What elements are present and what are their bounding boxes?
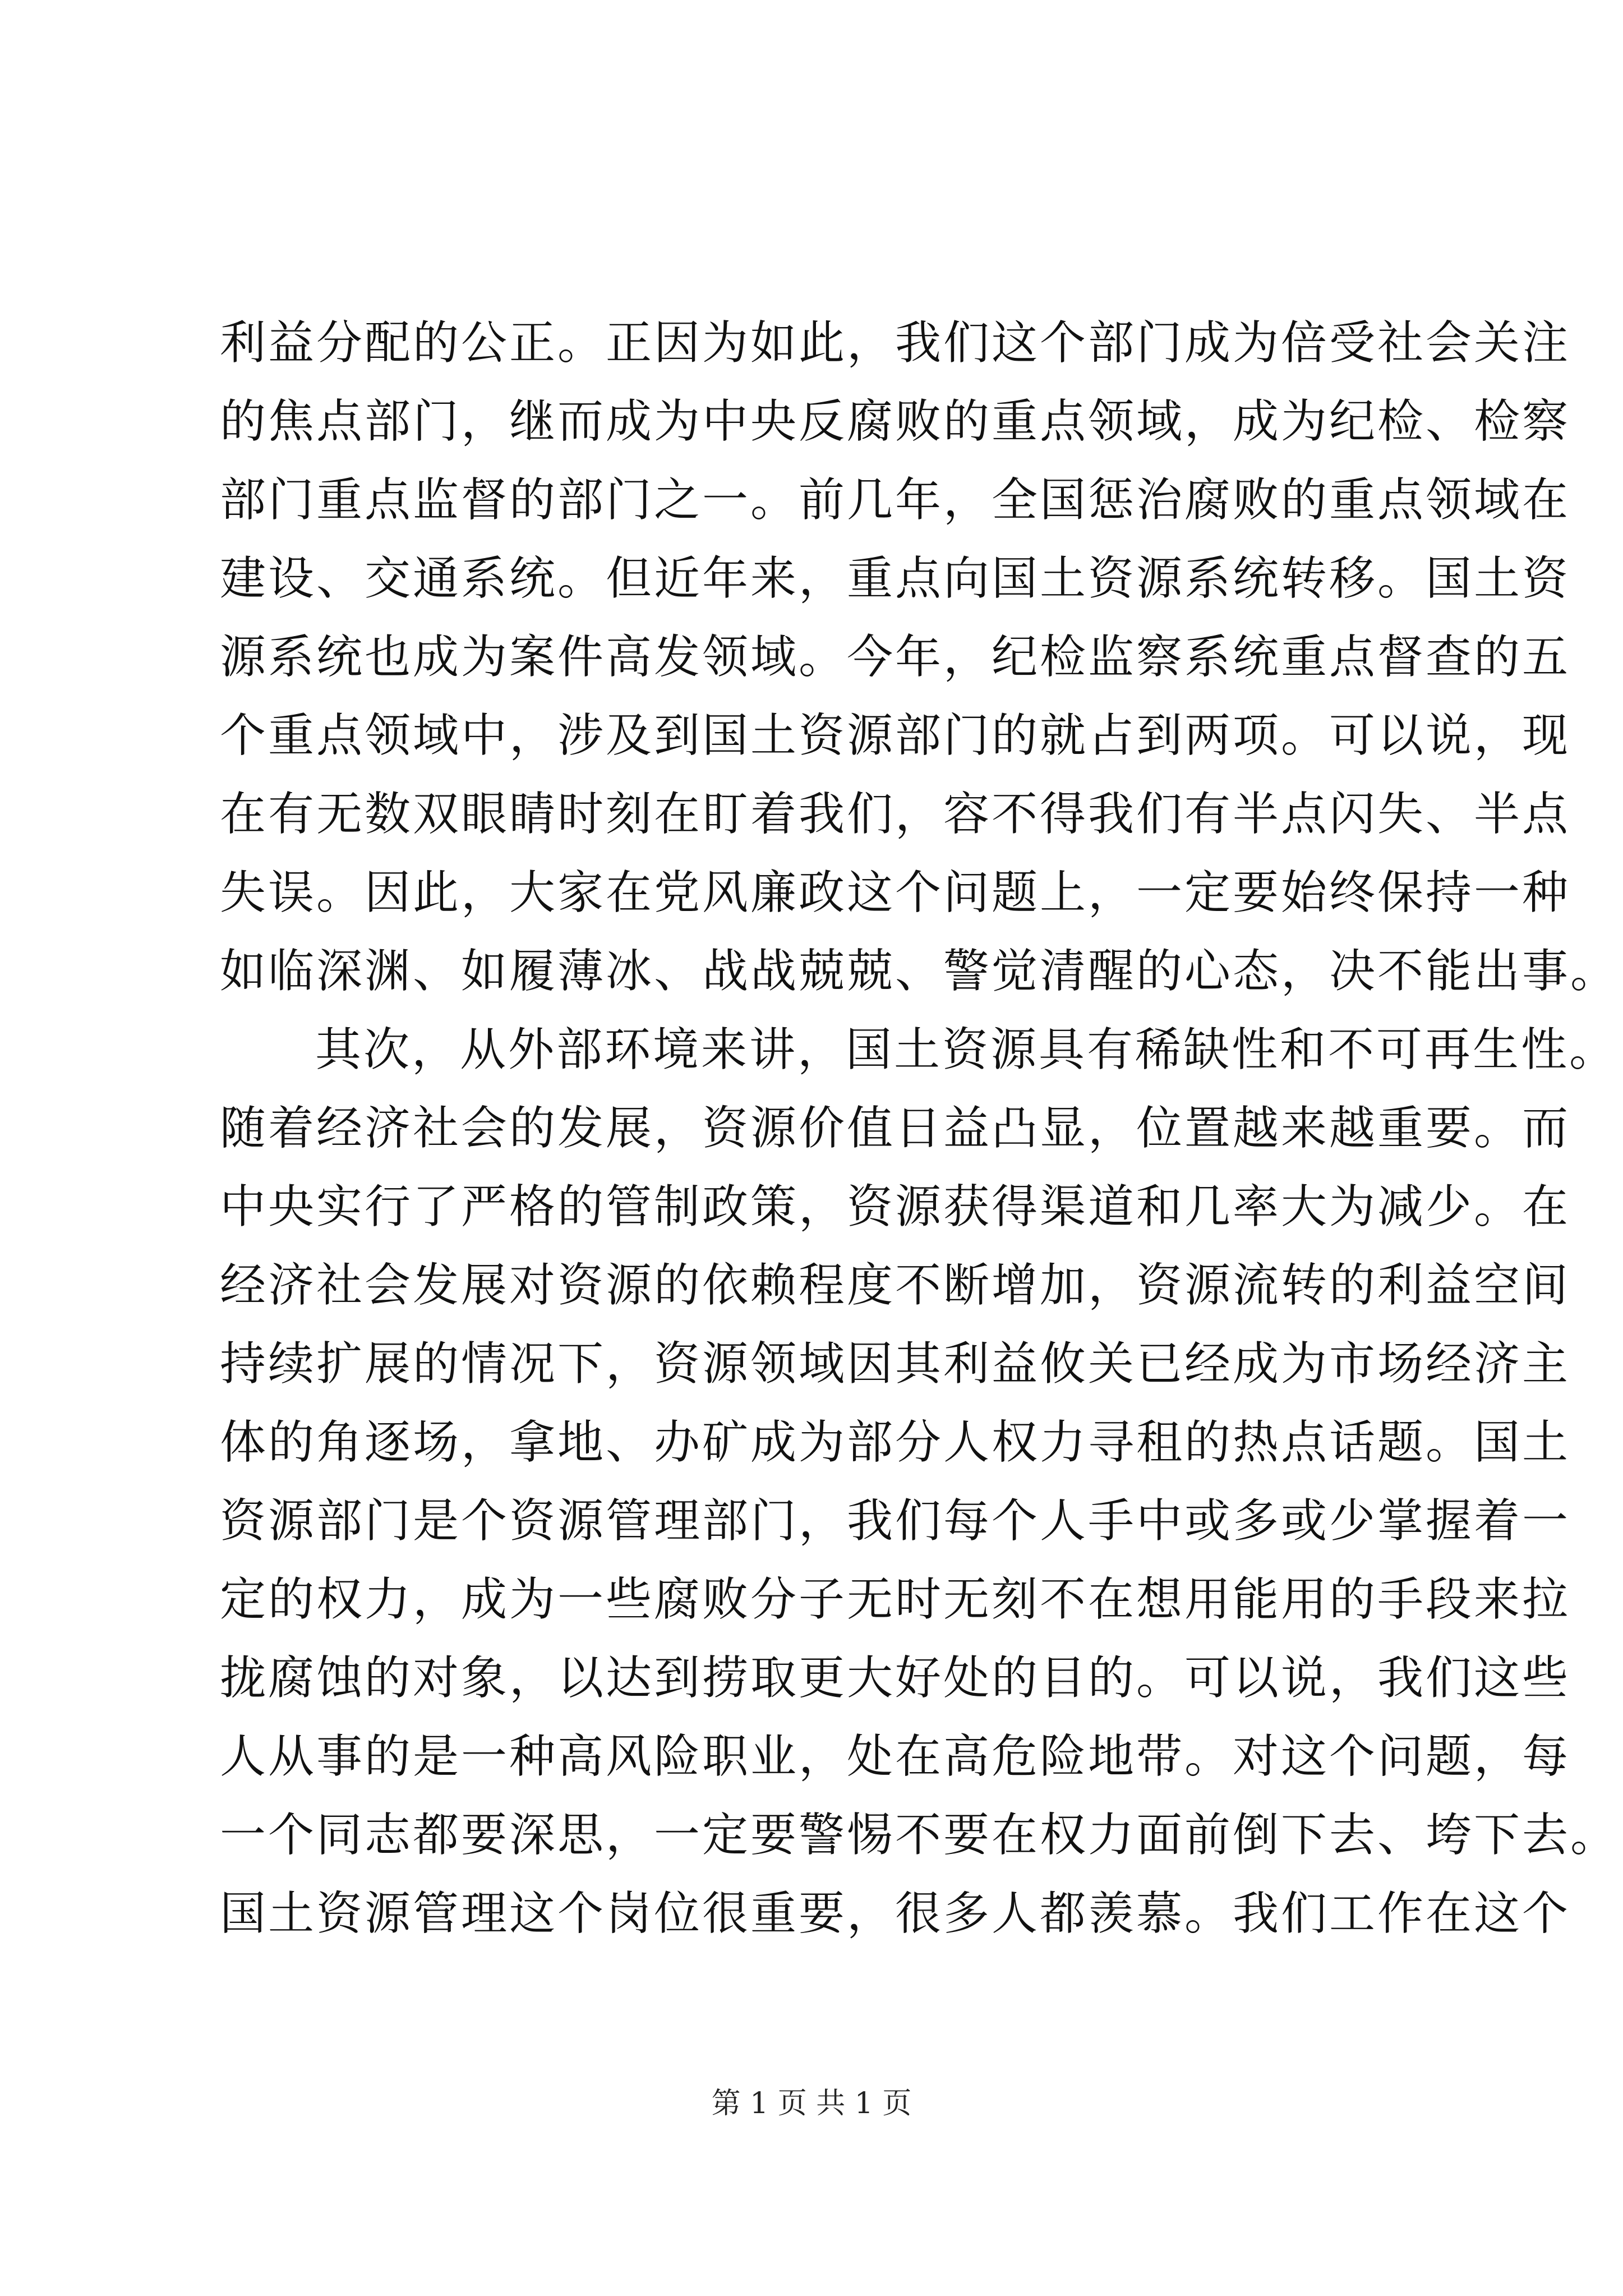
text-line: 的焦点部门，继而成为中央反腐败的重点领域，成为纪检、检察 [220,395,1571,448]
text-line: 部门重点监督的部门之一。前几年，全国惩治腐败的重点领域在 [220,473,1571,527]
text-line: 人从事的是一种高风险职业，处在高危险地带。对这个问题，每 [220,1730,1571,1783]
paragraph-first-line: 其次，从外部环境来讲，国土资源具有稀缺性和不可再生性。 [315,1023,1618,1076]
text-line: 源系统也成为案件高发领域。今年，纪检监察系统重点督查的五 [220,631,1571,684]
text-line: 中央实行了严格的管制政策，资源获得渠道和几率大为减少。在 [220,1180,1571,1234]
text-line: 失误。因此，大家在党风廉政这个问题上，一定要始终保持一种 [220,866,1571,919]
text-line: 随着经济社会的发展，资源价值日益凸显，位置越来越重要。而 [220,1102,1571,1155]
text-line: 建设、交通系统。但近年来，重点向国土资源系统转移。国土资 [220,552,1571,605]
text-line: 拢腐蚀的对象，以达到捞取更大好处的目的。可以说，我们这些 [220,1651,1571,1705]
text-line: 体的角逐场，拿地、办矿成为部分人权力寻租的热点话题。国土 [220,1416,1571,1469]
text-line: 一个同志都要深思，一定要警惕不要在权力面前倒下去、垮下去。 [220,1809,1619,1862]
text-line: 经济社会发展对资源的依赖程度不断增加，资源流转的利益空间 [220,1259,1571,1312]
text-line: 在有无数双眼睛时刻在盯着我们，容不得我们有半点闪失、半点 [220,788,1571,841]
text-line: 定的权力，成为一些腐败分子无时无刻不在想用能用的手段来拉 [220,1573,1571,1626]
text-line: 持续扩展的情况下，资源领域因其利益攸关已经成为市场经济主 [220,1337,1571,1391]
text-line: 个重点领域中，涉及到国土资源部门的就占到两项。可以说，现 [220,709,1571,762]
page-footer [0,2084,1623,2123]
page-number: 第 1 页 共 1 页 [711,2087,912,2120]
text-line: 资源部门是个资源管理部门，我们每个人手中或多或少掌握着一 [220,1494,1571,1548]
text-line: 利益分配的公正。正因为如此，我们这个部门成为倍受社会关注 [220,316,1571,370]
text-line: 国土资源管理这个岗位很重要，很多人都羡慕。我们工作在这个 [220,1887,1571,1940]
text-line: 如临深渊、如履薄冰、战战兢兢、警觉清醒的心态，决不能出事。 [220,945,1619,998]
